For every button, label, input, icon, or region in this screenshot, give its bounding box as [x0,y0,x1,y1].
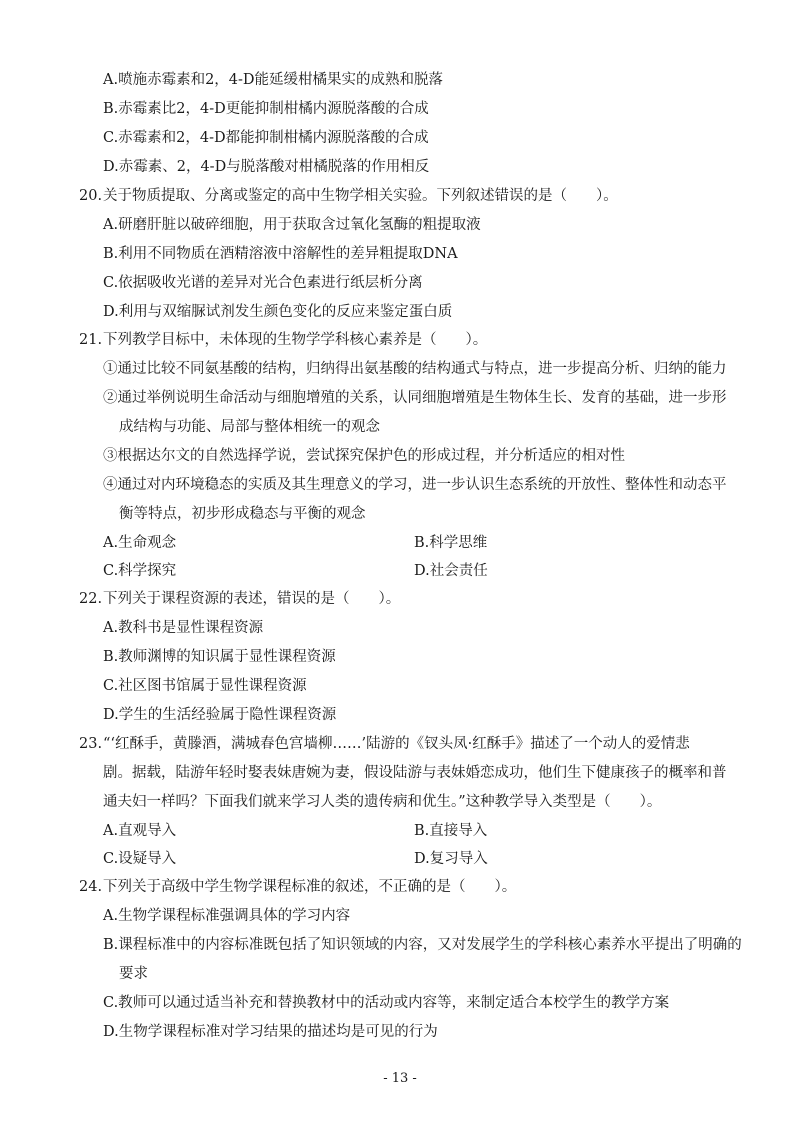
q21-item-4: ④通过对内环境稳态的实质及其生理意义的学习，进一步认识生态系统的开放性、整体性和动态平 [103,477,727,493]
q24-option-a: A.生物学课程标准强调具体的学习内容 [103,908,351,924]
q19-option-c: C.赤霉素和2，4-D都能抑制柑橘内源脱落酸的合成 [103,130,429,146]
q24-stem: 下列关于高级中学生物学课程标准的叙述，不正确的是（ ）。 [103,879,517,895]
q20-option-b: B.利用不同物质在酒精溶液中溶解性的差异粗提取DNA [103,246,458,262]
q20-number: 20. [79,188,103,204]
q19-option-d: D.赤霉素、2，4-D与脱落酸对柑橘脱落的作用相反 [103,159,430,175]
q21-option-c: C.科学探究 [103,563,177,579]
q21-item-2-cont: 成结构与功能、局部与整体相统一的观念 [119,419,380,435]
q21-number: 21. [79,332,103,348]
q23-stem-line-3: 通夫妇一样吗？下面我们就来学习人类的遗传病和优生。”这种教学导入类型是（ ）。 [103,794,662,810]
q23-option-a: A.直观导入 [103,823,177,839]
q24-option-d: D.生物学课程标准对学习结果的描述均是可见的行为 [103,1024,438,1040]
q21-item-3: ③根据达尔文的自然选择学说，尝试探究保护色的形成过程，并分析适应的相对性 [103,448,625,464]
q23-stem-line-1: “‘红酥手，黄滕酒，满城春色宫墙柳……’陆游的《钗头凤·红酥手》描述了一个动人的爱情悲 [103,736,690,752]
q21-item-1: ①通过比较不同氨基酸的结构，归纳得出氨基酸的结构通式与特点，进一步提高分析、归纳的能力 [103,361,727,377]
q22-option-c: C.社区图书馆属于显性课程资源 [103,678,307,694]
q24-option-c: C.教师可以通过适当补充和替换教材中的活动或内容等，来制定适合本校学生的教学方案 [103,995,670,1011]
q21-item-2: ②通过举例说明生命活动与细胞增殖的关系，认同细胞增殖是生物体生长、发育的基础，进一步形 [103,390,727,406]
q21-stem: 下列教学目标中，未体现的生物学学科核心素养是（ ）。 [103,332,488,348]
page-number: - 13 - [383,1071,417,1086]
q21-item-4-cont: 衡等特点，初步形成稳态与平衡的观念 [119,506,366,522]
q23-option-d: D.复习导入 [414,851,488,867]
q19-option-a: A.喷施赤霉素和2，4-D能延缓柑橘果实的成熟和脱落 [103,72,444,88]
q22-number: 22. [79,591,103,607]
q24-number: 24. [79,879,103,895]
q24-option-b-cont: 要求 [119,966,148,982]
q22-option-b: B.教师渊博的知识属于显性课程资源 [103,649,336,665]
q19-option-b: B.赤霉素比2，4-D更能抑制柑橘内源脱落酸的合成 [103,101,429,117]
q20-option-a: A.研磨肝脏以破碎细胞，用于获取含过氧化氢酶的粗提取液 [103,217,481,233]
q20-stem: 关于物质提取、分离或鉴定的高中生物学相关实验。下列叙述错误的是（ ）。 [103,188,618,204]
q22-stem: 下列关于课程资源的表述，错误的是（ ）。 [103,591,401,607]
q23-option-b: B.直接导入 [414,823,488,839]
q21-option-b: B.科学思维 [414,535,488,551]
q22-option-a: A.教科书是显性课程资源 [103,620,264,636]
q24-option-b: B.课程标准中的内容标准既包括了知识领域的内容，又对发展学生的学科核心素养水平提出了明确的 [103,937,742,953]
q23-number: 23. [79,736,103,752]
q20-option-c: C.依据吸收光谱的差异对光合色素进行纸层析分离 [103,275,423,291]
q23-stem-line-2: 剧。据载，陆游年轻时娶表妹唐婉为妻，假设陆游与表妹婚恋成功，他们生下健康孩子的概率和普 [103,765,727,781]
q22-option-d: D.学生的生活经验属于隐性课程资源 [103,707,337,723]
q21-option-a: A.生命观念 [103,535,177,551]
q23-option-c: C.设疑导入 [103,851,177,867]
q20-option-d: D.利用与双缩脲试剂发生颜色变化的反应来鉴定蛋白质 [103,304,453,320]
q21-option-d: D.社会责任 [414,563,488,579]
